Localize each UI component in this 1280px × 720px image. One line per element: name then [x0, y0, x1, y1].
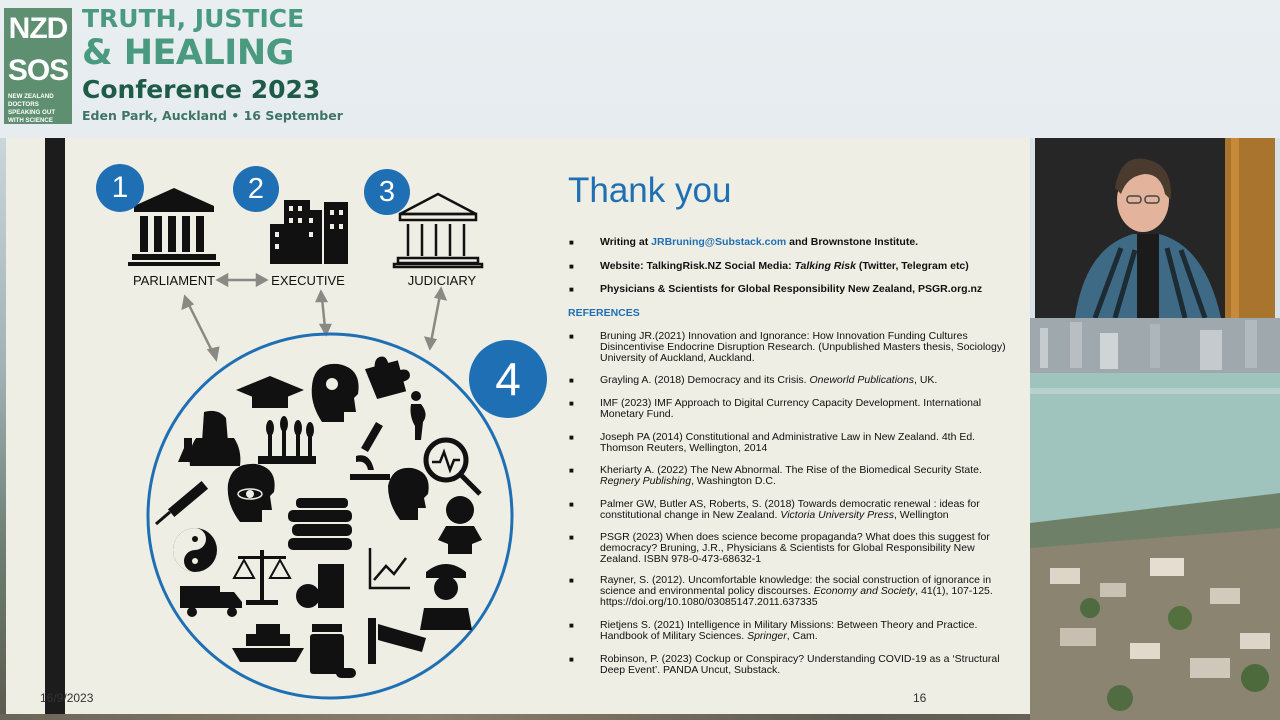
number-badge-4: 4	[469, 340, 547, 418]
scales-of-justice-icon	[234, 550, 290, 605]
contact-item-website: ■ Website: TalkingRisk.NZ Social Media: Talking Risk (Twitter, Telegram etc)	[569, 260, 969, 272]
pregnant-woman-icon	[411, 391, 426, 440]
growth-chart-icon	[370, 548, 410, 588]
worker-hardhat-icon	[420, 564, 472, 630]
brain-gears-head-icon	[312, 364, 359, 422]
syringe-icon	[156, 481, 208, 524]
baby-icon	[438, 496, 482, 554]
graduation-cap-icon	[236, 376, 304, 408]
branches-of-government-diagram	[6, 138, 566, 714]
presentation-slide	[6, 138, 1030, 714]
conference-title-line1: TRUTH, JUSTICE	[82, 4, 305, 33]
surveillance-camera-icon	[368, 618, 426, 664]
books-stack-icon	[288, 498, 352, 550]
society-icons	[156, 351, 482, 678]
speaker-figure	[1035, 138, 1275, 318]
arrow-parliament-society	[188, 303, 213, 353]
conference-title-line3: Conference 2023	[82, 75, 321, 104]
reference-item: ■ Rietjens S. (2021) Intelligence in Military Missions: Between Theory and Practice. Handbook of Military Sciences. Springer, Cam.	[569, 619, 978, 642]
reference-item: ■ Bruning JR.(2021) Innovation and Ignorance: How Innovation Funding Cultures Disincentivise Endocrine Disruption Research. (Unpublished Masters thesis, Sociology) University of Auckland, Auckland.	[569, 330, 1006, 364]
scientist-woman-icon	[178, 411, 240, 466]
slide-title: Thank you	[568, 171, 732, 210]
contact-item-psgr: ■ Physicians & Scientists for Global Responsibility New Zealand, PSGR.org.nz	[569, 283, 983, 295]
logo-sos-text: SOS	[7, 54, 69, 87]
nzdsos-logo	[4, 8, 72, 124]
wheat-field-icon	[258, 416, 316, 464]
bullet-icon: ■	[569, 500, 574, 509]
contact-item-substack: ■ Writing at JRBruning@Substack.com and Brownstone Institute.	[569, 236, 919, 248]
logo-tagline: NEW ZEALAND DOCTORS SPEAKING OUT WITH SCIENCE	[8, 93, 56, 124]
number-badge-2: 2	[233, 166, 279, 212]
cruise-ship-icon	[232, 624, 304, 662]
arrow-executive-society	[322, 298, 325, 328]
bullet-icon: ■	[569, 238, 574, 247]
parliament-label: PARLIAMENT	[132, 273, 216, 288]
bullet-icon: ■	[569, 376, 574, 385]
medicine-pills-icon	[310, 624, 356, 678]
executive-buildings-icon	[270, 200, 348, 264]
conference-title-line2: & HEALING	[82, 33, 294, 73]
reference-item: ■ IMF (2023) IMF Approach to Digital Currency Capacity Development. International Monetary Fund.	[569, 397, 982, 420]
number-badge-3: 3	[364, 169, 410, 215]
parliament-building-icon	[128, 188, 220, 266]
logo-nzd-text: NZD	[8, 12, 68, 45]
bullet-icon: ■	[569, 399, 574, 408]
bullet-icon: ■	[569, 285, 574, 294]
reference-item: ■ Kheriarty A. (2022) The New Abnormal. The Rise of the Biomedical Security State. Regnery Publishing, Washington D.C.	[569, 464, 982, 487]
atom-head-icon	[228, 464, 275, 522]
reference-item: ■ Joseph PA (2014) Constitutional and Administrative Law in New Zealand. 4th Ed. Thomson Reuters, Wellington, 2014	[569, 431, 976, 454]
bullet-icon: ■	[569, 621, 574, 630]
bullet-icon: ■	[569, 533, 574, 542]
bullet-icon: ■	[569, 262, 574, 271]
reference-item: ■ Palmer GW, Butler AS, Roberts, S. (2018) Towards democratic renewal : ideas for constitutional change in New Zealand. Victoria University Press, Wellington	[569, 498, 980, 521]
arrow-judiciary-society	[431, 295, 440, 342]
references-heading: REFERENCES	[568, 307, 640, 319]
slide-date: 16/9/2023	[40, 691, 94, 705]
bullet-icon: ■	[569, 576, 574, 585]
reference-item: ■ Rayner, S. (2012). Uncomfortable knowledge: the social construction of ignorance in science and environmental policy discourses. Economy and Society, 41(1), 107-125. https://doi.org/10.1080/03085147.2011.637335	[569, 574, 993, 608]
reference-item: ■ Grayling A. (2018) Democracy and its Crisis. Oneworld Publications, UK.	[569, 374, 938, 386]
puzzle-head-icon	[388, 468, 429, 520]
substack-email-link[interactable]: JRBruning@Substack.com	[651, 236, 787, 248]
number-badge-1: 1	[96, 164, 144, 212]
executive-label: EXECUTIVE	[271, 273, 345, 288]
reference-item: ■ Robinson, P. (2023) Cockup or Conspiracy? Understanding COVID-19 as a ‘Structural Deep Event’. PANDA Uncut, Substack.	[569, 653, 1000, 676]
yin-yang-icon	[173, 528, 217, 572]
slide-page-number: 16	[913, 691, 927, 705]
bullet-icon: ■	[569, 332, 574, 341]
judiciary-label: JUDICIARY	[407, 273, 477, 288]
reference-item: ■ PSGR (2023) When does science become propaganda? What does this suggest for democracy? Bruning, J.R., Physicians & Scientists for Global Responsibility New Zealand. ISBN 978-0-473-68632-1	[569, 531, 990, 565]
apple-checklist-icon	[296, 564, 344, 608]
conference-venue-date: Eden Park, Auckland • 16 September	[82, 108, 343, 123]
microscope-icon	[350, 422, 390, 480]
judiciary-courthouse-icon	[394, 194, 482, 267]
bullet-icon: ■	[569, 433, 574, 442]
magnifier-heartbeat-icon	[426, 440, 480, 494]
puzzle-piece-icon	[363, 351, 414, 401]
bullet-icon: ■	[569, 655, 574, 664]
speaker-video	[1035, 138, 1275, 318]
bullet-icon: ■	[569, 466, 574, 475]
delivery-truck-icon	[180, 586, 242, 617]
